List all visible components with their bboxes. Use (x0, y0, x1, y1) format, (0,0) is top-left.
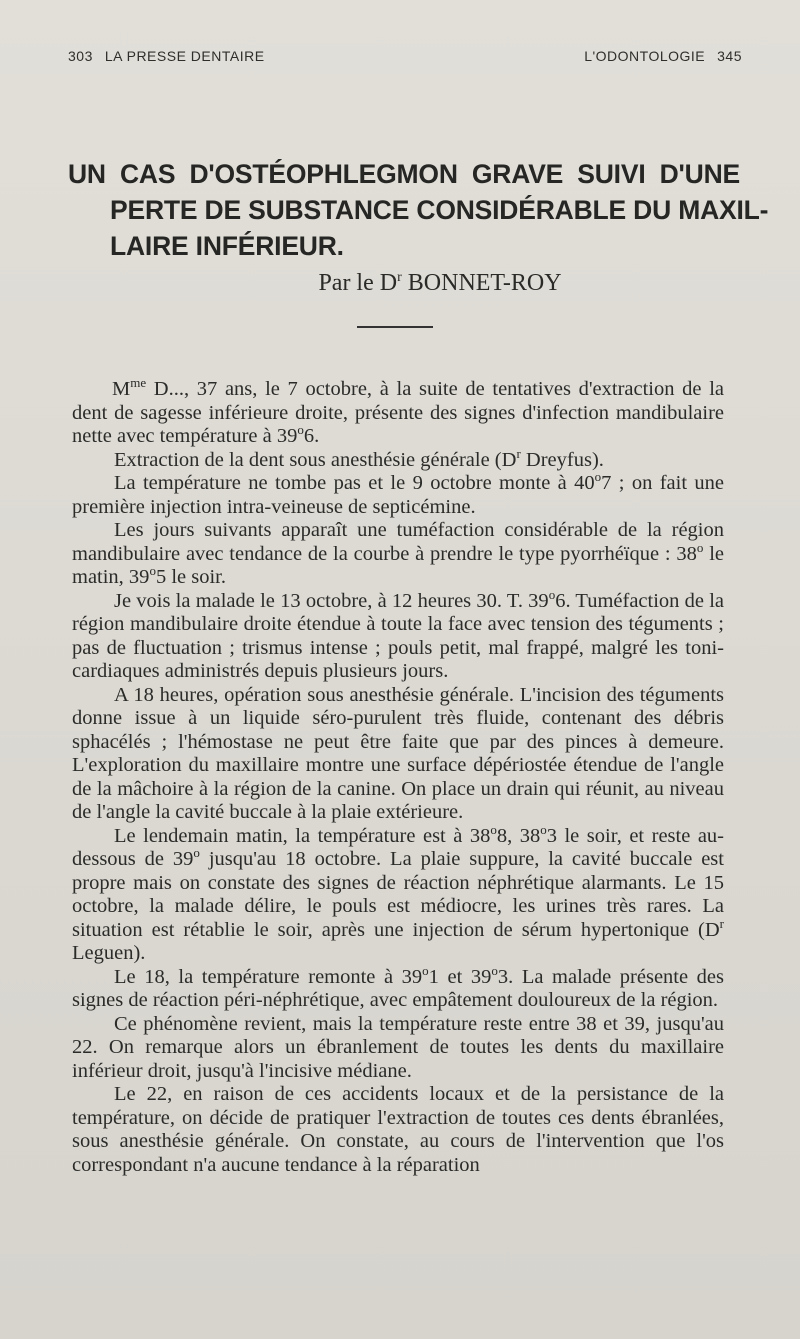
paragraph-1 (72, 375, 724, 449)
p4-text-c: 5 le soir. (155, 566, 226, 588)
p3-text-b: 7 ; on fait une première injection intra-veineuse de septicémine. (72, 472, 724, 518)
article-title (68, 156, 769, 264)
paragraph-6: A 18 heures, opération sous anesthésie générale. L'incision des téguments donne issue à un liquide séro-purulent très fluide, contenant des débris sphacélés ; l'hémostase ne peut être faite que par des pinces à demeure. L'exploration du maxillaire montre une surface dépériostée étendue de l'angle de la mâchoire à la région de la canine. On place un drain qui réunit, au niveau de l'angle la cavité buccale à la plaie extérieure. (72, 683, 724, 823)
paragraph-8 (72, 962, 724, 1013)
p8-sup: o (422, 962, 429, 978)
title-line-2: PERTE DE SUBSTANCE CONSIDÉRABLE DU MAXIL- (110, 195, 769, 225)
byline-title-sup: r (397, 270, 402, 285)
p3-sup: o (594, 469, 602, 484)
p7-sup4: r (719, 915, 724, 931)
paragraph-2 (72, 445, 724, 473)
paragraph-5 (72, 586, 724, 684)
paragraph-9: Ce phénomène revient, mais la température reste entre 38 et 39, jusqu'au 22. On remarque alors un ébranlement de toutes les dents du maxillaire inférieur droit, jusqu'à l'incisive médiane. (72, 1012, 724, 1082)
p7-sup2: o (540, 821, 547, 837)
p1-sup2: o (297, 422, 304, 437)
header-right (584, 48, 742, 64)
byline-prefix: Par le D (318, 270, 398, 296)
p8-text-a: Le 18, la température remonte à 39 (114, 965, 423, 988)
p4-sup2: o (149, 563, 156, 578)
p8-text-c: 3. La malade présente des signes de réaction péri-néphrétique, avec empâtement douloureux de la région. (72, 965, 724, 1011)
title-line-1: UN CAS D'OSTÉOPHLEGMON GRAVE SUIVI D'UNE (68, 159, 740, 189)
paragraph-7 (72, 821, 724, 966)
article-body (72, 375, 725, 1177)
paragraph-10: Le 22, en raison de ces accidents locaux et de la persistance de la température, on décide de pratiquer l'extraction de toutes ces dents ébranlées, sous anesthésie générale. On constate, au cours de l'intervention que l'os correspondant n'a aucune tendance à la réparation (72, 1083, 724, 1176)
running-header (68, 48, 742, 70)
right-page-number: 345 (717, 48, 742, 64)
byline-author: BONNET-ROY (407, 270, 562, 296)
p7-text-b: 8, 38 (496, 824, 541, 847)
p2-text-b: Dreyfus). (520, 448, 604, 471)
p5-sup: o (548, 586, 556, 602)
p4-text-b: le matin, 39 (72, 542, 725, 588)
p5-text-a: Je vois la malade le 13 octobre, à 12 heures 30. T. 39 (114, 589, 549, 612)
p3-text-a: La température ne tombe pas et le 9 octobre monte à 40 (114, 472, 595, 494)
title-line-3: LAIRE INFÉRIEUR. (110, 231, 344, 261)
left-journal-title: LA PRESSE DENTAIRE (104, 48, 265, 64)
p8-sup2: o (491, 962, 498, 978)
p4-text-a: Les jours suivants apparaît une tuméfaction considérable de la région mandibulaire avec tendance de la courbe à prendre le type pyorrhéïque : 38 (72, 519, 724, 565)
p4-sup: o (696, 539, 704, 555)
p5-text-b: 6. Tuméfaction de la région mandibulaire droite étendue à toute la face avec tension des téguments ; pas de fluctuation ; trismus intense ; pouls petit, mal frappé, malgré les toni-cardiaques administrés depuis plusieurs jours. (72, 589, 724, 682)
right-journal-title: L'ODONTOLOGIE (584, 48, 706, 64)
p7-text-d: jusqu'au 18 octobre. La plaie suppure, la cavité buccale est propre mais on constate des signes de réaction néphrétique alarmants. Le 15 octobre, la malade délire, le pouls est médiocre, les urines très rares. La situation est rétablie le soir, après une injection de sérum hypertonique (D (72, 848, 724, 941)
p7-sup3: o (193, 845, 200, 860)
p1-text-b: D..., 37 ans, le 7 octobre, à la suite de tentatives d'extraction de la dent de sagesse inférieure droite, présente des signes d'infection mandibulaire nette avec température à 39 (72, 378, 724, 447)
p7-text-e: Leguen). (72, 942, 146, 964)
p2-text-a: Extraction de la dent sous anesthésie générale (D (114, 448, 517, 471)
p8-text-b: 1 et 39 (428, 965, 492, 988)
p1-sup: me (130, 375, 147, 390)
article-byline (0, 270, 800, 297)
left-page-number: 303 (68, 48, 93, 64)
p1-text-a: M (112, 378, 131, 400)
p1-text-c: 6. (303, 425, 320, 447)
paragraph-3 (72, 469, 724, 519)
p7-text-a: Le lendemain matin, la température est à 38 (114, 824, 491, 847)
p2-sup: r (516, 445, 521, 461)
header-left (68, 48, 265, 64)
p7-text-c: 3 le soir, et reste au-dessous de 39 (72, 824, 724, 870)
title-divider (357, 326, 433, 328)
paragraph-4 (72, 519, 724, 590)
p7-sup: o (490, 821, 497, 837)
